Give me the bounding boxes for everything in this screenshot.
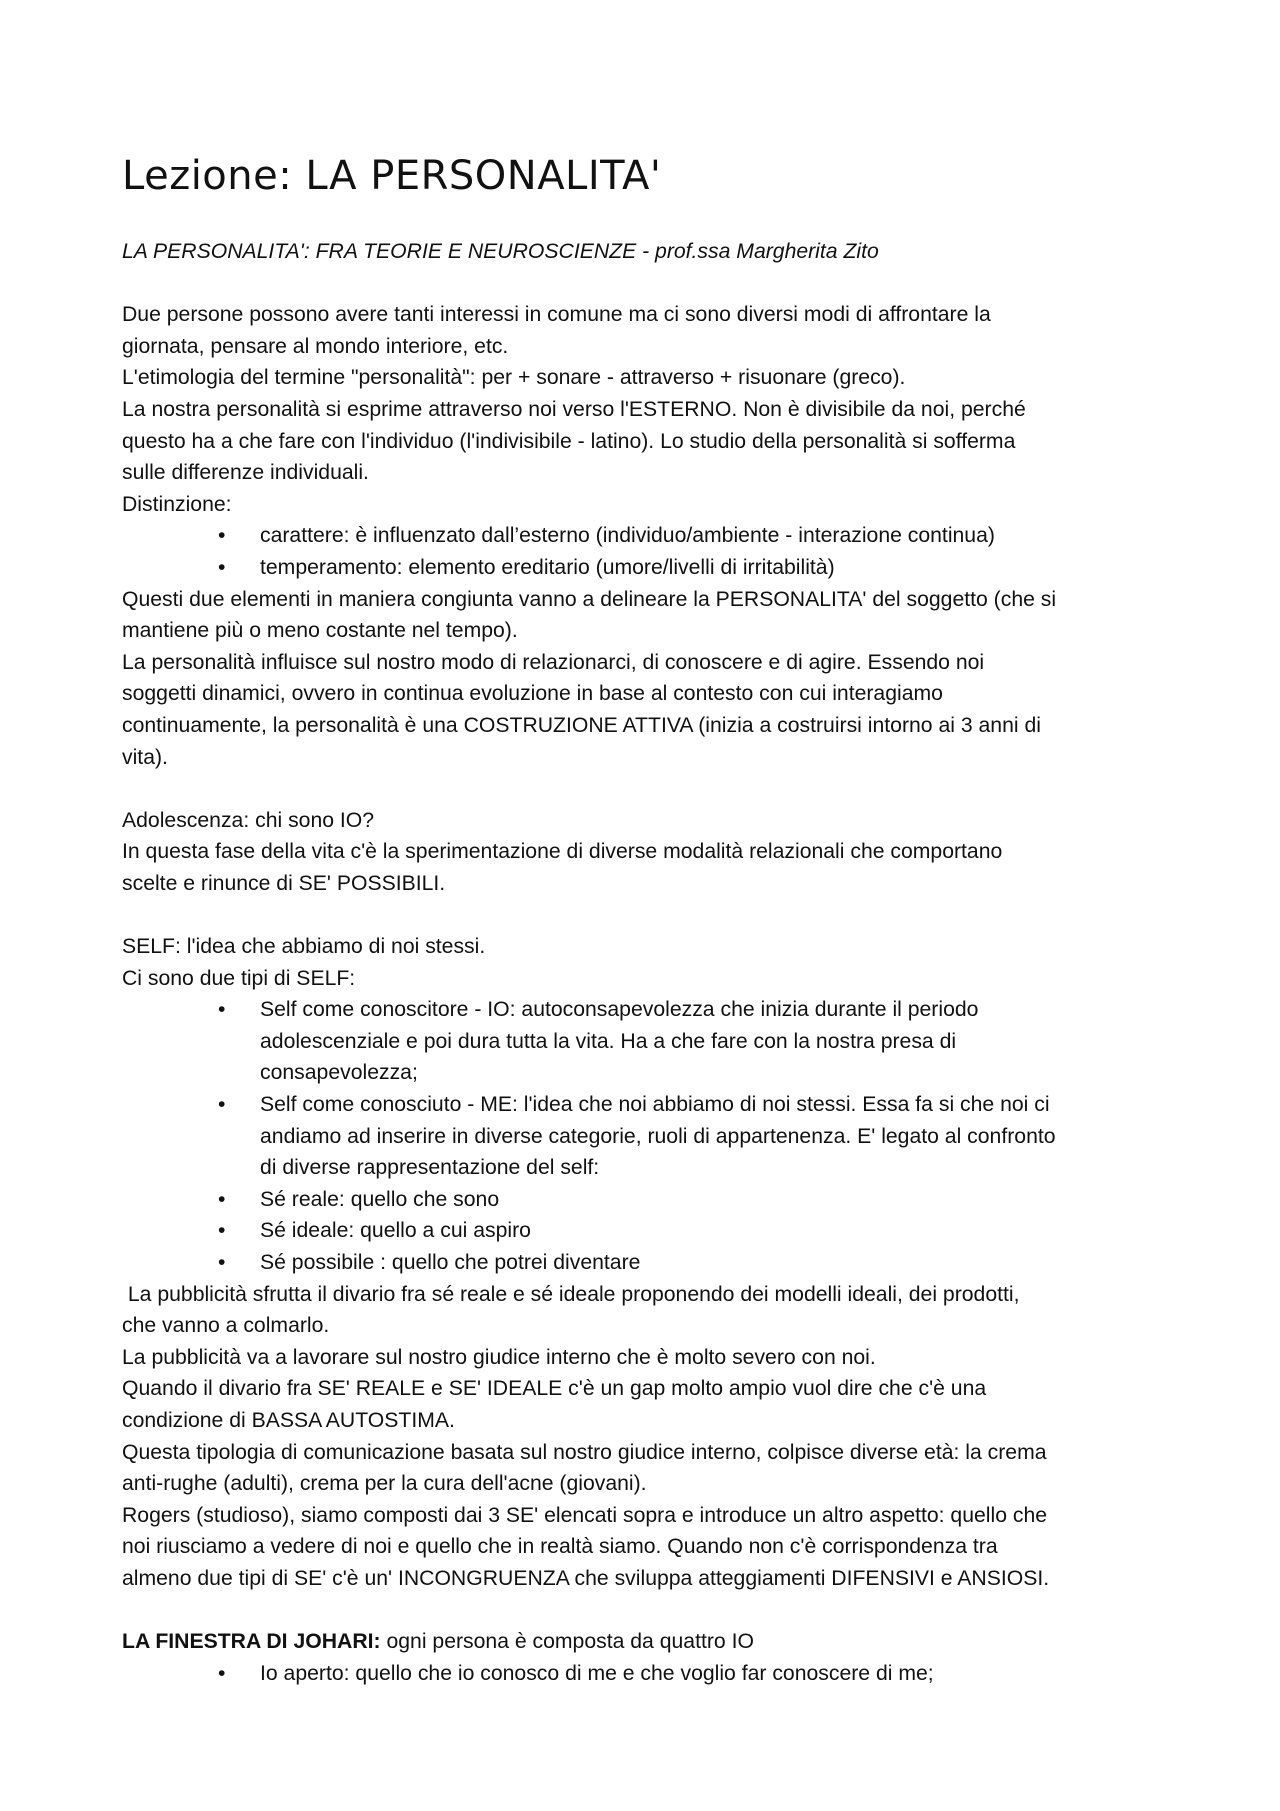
self-list (122, 994, 1162, 1278)
list-item (122, 1089, 1162, 1184)
personality-section (122, 584, 1162, 774)
bullet-icon: • (218, 1251, 226, 1274)
bullet-icon: • (218, 1219, 226, 1243)
intro-section (122, 299, 1162, 520)
list-item-text: carattere: è influenzato dall’esterno (individuo/ambiente - interazione continua) (260, 524, 995, 548)
paragraph-line: Quando il divario fra SE' REALE e SE' IDEALE c'è un gap molto ampio vuol dire che c'è una (122, 1377, 987, 1401)
list-item-text: Sé possibile : quello che potrei diventare (260, 1251, 641, 1274)
list-item-text: temperamento: elemento ereditario (umore/livelli di irritabilità) (260, 555, 835, 579)
paragraph-line: condizione di BASSA AUTOSTIMA. (122, 1408, 455, 1432)
list-item-text: di diverse rappresentazione del self: (260, 1156, 600, 1180)
paragraph-line: In questa fase della vita c'è la sperimentazione di diverse modalità relazionali che comportano (122, 840, 1003, 864)
bullet-icon: • (218, 555, 226, 579)
paragraph-line: La pubblicità va a lavorare sul nostro giudice interno che è molto severo con noi. (122, 1345, 876, 1369)
list-item-text: Self come conoscitore - IO: autoconsapevolezza che inizia durante il periodo (260, 998, 979, 1022)
paragraph-line: Questa tipologia di comunicazione basata sul nostro giudice interno, colpisce diverse età: la crema (122, 1440, 1047, 1464)
johari-section (122, 1626, 1162, 1689)
paragraph-line: Due persone possono avere tanti interessi in comune ma ci sono diversi modi di affrontare la (122, 303, 991, 327)
paragraph-line: La nostra personalità si esprime attraverso noi verso l'ESTERNO. Non è divisibile da noi, perché (122, 397, 1026, 421)
list-item (122, 1658, 1162, 1690)
paragraph-line: La personalità influisce sul nostro modo di relazionarci, di conoscere e di agire. Essendo noi (122, 650, 985, 674)
paragraph-line: soggetti dinamici, ovvero in continua evoluzione in base al contesto con cui interagiamo (122, 682, 943, 706)
johari-intro (122, 1626, 1162, 1658)
distinction-list (122, 520, 1162, 583)
list-item-text: Sé ideale: quello a cui aspiro (260, 1219, 531, 1243)
bullet-icon: • (218, 524, 226, 548)
list-item-text: Self come conosciuto - ME: l'idea che noi abbiamo di noi stessi. Essa fa si che noi ci (260, 1093, 1050, 1117)
johari-text: ogni persona è composta da quattro IO (380, 1630, 754, 1654)
paragraph-line: Ci sono due tipi di SELF: (122, 966, 356, 990)
bullet-icon: • (218, 1661, 226, 1685)
list-item-text: andiamo ad inserire in diverse categorie, ruoli di appartenenza. E' legato al confronto (260, 1124, 1056, 1148)
paragraph-line: mantiene più o meno costante nel tempo). (122, 619, 518, 643)
list-item (122, 994, 1162, 1089)
paragraph-line: Adolescenza: chi sono IO? (122, 808, 375, 832)
paragraph-line: che vanno a colmarlo. (122, 1314, 330, 1338)
paragraph-line: questo ha a che fare con l'individuo (l'indivisibile - latino). Lo studio della personalità si sofferma (122, 429, 1016, 453)
document-body (122, 236, 1162, 1689)
list-item (122, 1247, 1162, 1279)
list-item (122, 1215, 1162, 1247)
list-item (122, 552, 1162, 584)
bullet-icon: • (218, 1187, 226, 1211)
adolescence-section (122, 805, 1162, 900)
list-item (122, 1184, 1162, 1216)
bullet-icon: • (218, 1093, 226, 1117)
advertising-section (122, 1279, 1162, 1595)
paragraph-line: Rogers (studioso), siamo composti dai 3 SE' elencati sopra e introduce un altro aspetto: quello che (122, 1503, 1048, 1527)
list-item (122, 520, 1162, 552)
self-section (122, 931, 1162, 994)
paragraph-line: La pubblicità sfrutta il divario fra sé reale e sé ideale proponendo dei modelli ideali, dei prodotti, (122, 1282, 1020, 1306)
paragraph-line: Questi due elementi in maniera congiunta vanno a delineare la PERSONALITA' del soggetto (che si (122, 587, 1057, 611)
paragraph-line: noi riusciamo a vedere di noi e quello che in realtà siamo. Quando non c'è corrispondenza tra (122, 1535, 998, 1559)
lecture-subtitle: LA PERSONALITA': FRA TEORIE E NEUROSCIENZE - prof.ssa Margherita Zito (122, 240, 879, 263)
paragraph-line: L'etimologia del termine "personalità": per + sonare - attraverso + risuonare (greco). (122, 366, 906, 390)
paragraph-line: almeno due tipi di SE' c'è un' INCONGRUENZA che sviluppa atteggiamenti DIFENSIVI e ANSIOSI. (122, 1566, 1050, 1590)
paragraph-line: SELF: l'idea che abbiamo di noi stessi. (122, 935, 486, 959)
list-item-text: Io aperto: quello che io conosco di me e che voglio far conoscere di me; (260, 1661, 934, 1685)
paragraph-line: Distinzione: (122, 492, 232, 516)
paragraph-line: anti-rughe (adulti), crema per la cura dell'acne (giovani). (122, 1472, 647, 1496)
list-item-text: adolescenziale e poi dura tutta la vita. Ha a che fare con la nostra presa di (260, 1029, 957, 1053)
list-item-text: Sé reale: quello che sono (260, 1187, 500, 1211)
paragraph-line: vita). (122, 745, 168, 769)
johari-heading: LA FINESTRA DI JOHARI: (122, 1630, 381, 1654)
paragraph-line: continuamente, la personalità è una COSTRUZIONE ATTIVA (inizia a costruirsi intorno ai 3 anni di (122, 713, 1041, 737)
page-title: Lezione: LA PERSONALITA' (122, 153, 662, 199)
paragraph-line: sulle differenze individuali. (122, 461, 369, 485)
paragraph-line: scelte e rinunce di SE' POSSIBILI. (122, 871, 446, 895)
list-item-text: consapevolezza; (260, 1061, 418, 1085)
paragraph-line: giornata, pensare al mondo interiore, etc. (122, 334, 509, 358)
bullet-icon: • (218, 998, 226, 1022)
